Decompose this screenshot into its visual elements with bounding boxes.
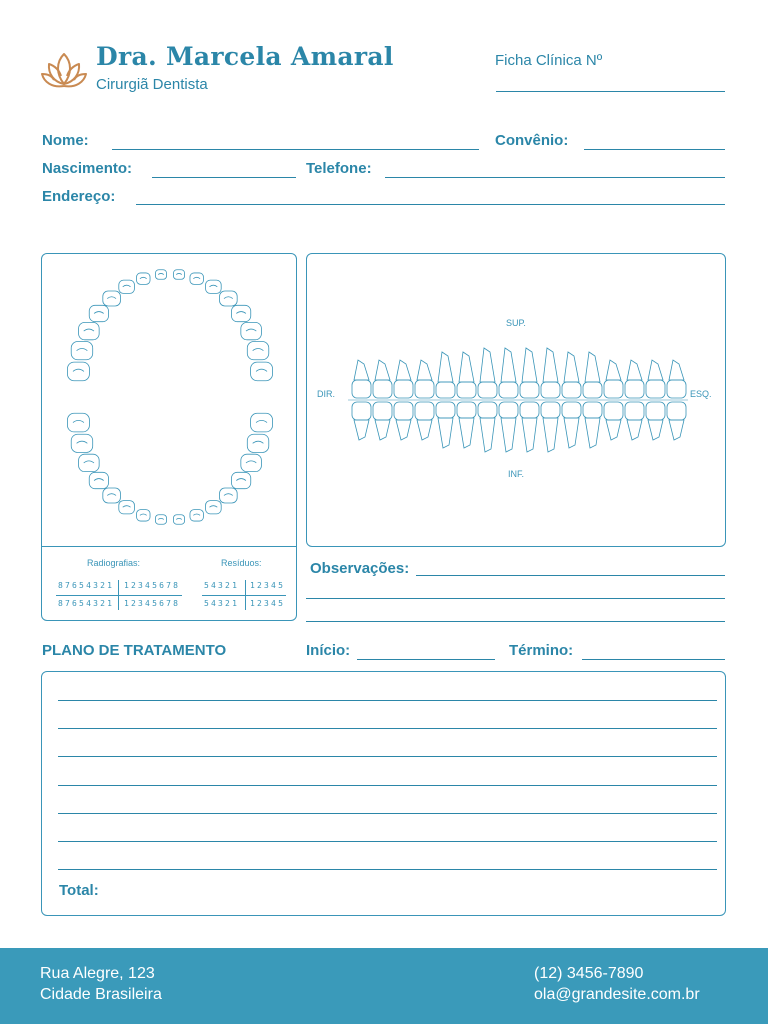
phone-label: Telefone: xyxy=(306,160,372,177)
lower-arch-tooth-groove xyxy=(94,479,104,481)
lower-tooth-crown xyxy=(373,402,392,420)
upper-tooth-root xyxy=(501,348,516,382)
upper-tooth-crown xyxy=(352,380,371,398)
upper-tooth-root xyxy=(543,348,558,382)
lower-arch-tooth-groove xyxy=(107,494,116,496)
upper-tooth-root xyxy=(585,352,600,382)
lower-tooth-root xyxy=(438,418,453,448)
start-field[interactable] xyxy=(357,659,495,660)
lower-arch-tooth-groove xyxy=(158,518,164,519)
treatment-line-1[interactable] xyxy=(58,700,717,701)
xray-cross xyxy=(56,580,182,610)
lower-arch-tooth xyxy=(220,488,238,503)
lower-arch-tooth xyxy=(231,472,250,488)
upper-tooth-crown xyxy=(457,382,476,398)
upper-arch-tooth xyxy=(103,291,121,306)
lower-tooth-root xyxy=(627,420,642,440)
lower-arch-tooth xyxy=(71,434,92,452)
observations-label: Observações: xyxy=(310,560,410,577)
birth-label: Nascimento: xyxy=(42,160,133,177)
lower-arch-tooth xyxy=(251,413,273,432)
upper-arch-tooth-groove xyxy=(246,329,256,331)
treatment-line-6[interactable] xyxy=(58,841,717,842)
upper-arch-tooth xyxy=(190,273,203,284)
lower-arch-tooth xyxy=(190,510,203,521)
upper-arch-tooth-groove xyxy=(176,273,182,274)
lower-arch-tooth-groove xyxy=(224,494,233,496)
name-field[interactable] xyxy=(112,149,479,150)
birth-field[interactable] xyxy=(152,177,296,178)
lower-arch-tooth xyxy=(155,515,166,524)
address-label: Endereço: xyxy=(42,188,116,205)
lower-tooth-root xyxy=(606,420,621,440)
xray-upper-right: 87654321 xyxy=(58,581,115,590)
upper-arch-tooth xyxy=(220,291,238,306)
upper-tooth-crown xyxy=(583,382,602,398)
upper-tooth-root xyxy=(375,360,390,380)
footer-street: Rua Alegre, 123 xyxy=(40,965,155,982)
upper-arch-tooth xyxy=(119,280,135,293)
lower-tooth-root xyxy=(648,420,663,440)
lower-tooth-crown xyxy=(562,402,581,418)
lower-tooth-root xyxy=(669,420,684,440)
lower-arch-tooth xyxy=(103,488,121,503)
insurance-label: Convênio: xyxy=(495,132,569,149)
upper-label: SUP. xyxy=(506,318,526,328)
upper-arch-tooth xyxy=(137,273,150,284)
upper-tooth-crown xyxy=(499,382,518,398)
lower-arch-tooth-groove xyxy=(246,461,256,463)
upper-arch-tooth-groove xyxy=(77,349,88,351)
insurance-field[interactable] xyxy=(584,149,725,150)
residue-lower-right: 54321 xyxy=(204,599,240,608)
upper-arch-tooth xyxy=(67,362,89,381)
upper-arch-tooth-groove xyxy=(94,312,104,314)
footer-email: ola@grandesite.com.br xyxy=(534,986,700,1003)
footer xyxy=(0,948,768,1024)
lower-tooth-root xyxy=(480,418,495,452)
upper-arch-tooth xyxy=(71,342,92,360)
upper-arch-tooth-groove xyxy=(107,297,116,299)
end-label: Término: xyxy=(509,642,574,659)
phone-field[interactable] xyxy=(385,177,725,178)
upper-arch-tooth-groove xyxy=(236,312,246,314)
residue-upper-left: 12345 xyxy=(250,581,286,590)
upper-tooth-crown xyxy=(562,382,581,398)
treatment-plan-title: PLANO DE TRATAMENTO xyxy=(42,642,227,659)
upper-arch-tooth-groove xyxy=(224,297,233,299)
residue-lower-left: 12345 xyxy=(250,599,286,608)
upper-tooth-root xyxy=(606,360,621,380)
lower-tooth-crown xyxy=(499,402,518,418)
lower-arch-tooth-groove xyxy=(77,441,88,443)
lower-arch-tooth xyxy=(206,501,222,514)
upper-arch-tooth-groove xyxy=(123,285,131,287)
lower-tooth-crown xyxy=(541,402,560,418)
upper-arch-tooth-groove xyxy=(158,273,164,274)
upper-arch-tooth-groove xyxy=(140,277,147,278)
upper-tooth-root xyxy=(480,348,495,382)
upper-tooth-root xyxy=(669,360,684,380)
upper-tooth-crown xyxy=(373,380,392,398)
lower-label: INF. xyxy=(508,469,525,479)
upper-arch-tooth-groove xyxy=(209,285,217,287)
lower-arch-tooth-groove xyxy=(140,514,147,515)
upper-tooth-root xyxy=(396,360,411,380)
xray-lower-right: 87654321 xyxy=(58,599,115,608)
lower-tooth-crown xyxy=(394,402,413,420)
upper-arch-tooth xyxy=(155,270,166,279)
upper-tooth-crown xyxy=(625,380,644,398)
lower-tooth-crown xyxy=(478,402,497,418)
upper-tooth-root xyxy=(627,360,642,380)
lower-tooth-crown xyxy=(604,402,623,420)
upper-tooth-crown xyxy=(520,382,539,398)
lower-arch-tooth xyxy=(67,413,89,432)
lower-tooth-crown xyxy=(415,402,434,420)
lower-tooth-crown xyxy=(646,402,665,420)
upper-tooth-crown xyxy=(541,382,560,398)
lower-arch-tooth xyxy=(79,454,100,471)
lower-arch-tooth-groove xyxy=(209,506,217,508)
upper-tooth-crown xyxy=(436,382,455,398)
upper-tooth-crown xyxy=(604,380,623,398)
lower-arch-tooth-groove xyxy=(193,514,200,515)
panel-divider xyxy=(42,546,296,547)
upper-arch-tooth xyxy=(231,305,250,321)
lower-arch-tooth-groove xyxy=(123,506,131,508)
total-label: Total: xyxy=(59,882,99,899)
upper-arch-tooth xyxy=(241,322,262,339)
observations-line-3[interactable] xyxy=(306,621,725,622)
upper-arch-tooth-groove xyxy=(193,277,200,278)
file-number-field[interactable] xyxy=(496,91,725,92)
upper-tooth-root xyxy=(417,360,432,380)
teeth-diagram xyxy=(348,338,688,462)
upper-tooth-crown xyxy=(394,380,413,398)
upper-tooth-root xyxy=(459,352,474,382)
lower-arch-tooth xyxy=(89,472,108,488)
upper-arch-tooth-groove xyxy=(84,329,94,331)
lower-tooth-root xyxy=(396,420,411,440)
lower-tooth-crown xyxy=(583,402,602,418)
lower-arch-tooth-groove xyxy=(256,420,267,422)
treatment-line-5[interactable] xyxy=(58,813,717,814)
lower-tooth-root xyxy=(459,418,474,448)
upper-tooth-root xyxy=(648,360,663,380)
upper-arch-tooth xyxy=(251,362,273,381)
footer-city: Cidade Brasileira xyxy=(40,986,162,1003)
footer-phone: (12) 3456-7890 xyxy=(534,965,644,982)
lower-arch-tooth xyxy=(241,454,262,471)
address-field[interactable] xyxy=(136,204,725,205)
left-side-label: ESQ. xyxy=(690,389,712,399)
file-number-label: Ficha Clínica Nº xyxy=(495,52,603,69)
right-side-label: DIR. xyxy=(317,389,335,399)
upper-arch-tooth xyxy=(79,322,100,339)
upper-tooth-crown xyxy=(646,380,665,398)
upper-arch-tooth xyxy=(89,305,108,321)
lower-tooth-root xyxy=(417,420,432,440)
upper-tooth-root xyxy=(354,360,369,380)
lower-arch-tooth xyxy=(119,501,135,514)
upper-tooth-root xyxy=(438,352,453,382)
lower-tooth-root xyxy=(585,418,600,448)
lower-tooth-crown xyxy=(625,402,644,420)
xray-lower-left: 12345678 xyxy=(124,599,181,608)
residue-label: Resíduos: xyxy=(221,558,262,568)
treatment-line-3[interactable] xyxy=(58,756,717,757)
treatment-plan-box xyxy=(41,671,726,916)
lower-arch-tooth-groove xyxy=(73,420,84,422)
xray-label: Radiografias: xyxy=(87,558,141,568)
upper-arch-tooth-groove xyxy=(256,369,267,371)
residue-cross xyxy=(202,580,286,610)
observations-line-1[interactable] xyxy=(416,575,725,576)
lower-tooth-root xyxy=(522,418,537,452)
lower-arch-tooth-groove xyxy=(236,479,246,481)
upper-tooth-root xyxy=(522,348,537,382)
lower-arch-tooth xyxy=(247,434,268,452)
lower-tooth-root xyxy=(354,420,369,440)
logo-icon xyxy=(40,48,88,94)
doctor-name: Dra. Marcela Amaral xyxy=(96,42,394,71)
name-label: Nome: xyxy=(42,132,89,149)
lower-arch-tooth xyxy=(137,510,150,521)
xray-upper-left: 12345678 xyxy=(124,581,181,590)
upper-arch-tooth-groove xyxy=(253,349,264,351)
upper-arch-tooth xyxy=(206,280,222,293)
upper-tooth-crown xyxy=(415,380,434,398)
upper-tooth-crown xyxy=(478,382,497,398)
start-label: Início: xyxy=(306,642,351,659)
lower-arch-tooth-groove xyxy=(253,441,264,443)
upper-arch-tooth xyxy=(247,342,268,360)
lower-tooth-crown xyxy=(520,402,539,418)
end-field[interactable] xyxy=(582,659,725,660)
treatment-line-4[interactable] xyxy=(58,785,717,786)
lower-arch-tooth xyxy=(173,515,184,524)
lower-tooth-crown xyxy=(352,402,371,420)
lower-tooth-root xyxy=(543,418,558,452)
treatment-line-2[interactable] xyxy=(58,728,717,729)
upper-tooth-crown xyxy=(667,380,686,398)
dental-arch-diagram xyxy=(60,262,280,538)
lower-arch-tooth-groove xyxy=(176,518,182,519)
lower-tooth-root xyxy=(501,418,516,452)
upper-arch-tooth xyxy=(173,270,184,279)
lower-tooth-crown xyxy=(436,402,455,418)
lower-arch-tooth-groove xyxy=(84,461,94,463)
lower-tooth-crown xyxy=(457,402,476,418)
observations-line-2[interactable] xyxy=(306,598,725,599)
upper-tooth-root xyxy=(564,352,579,382)
lower-tooth-root xyxy=(375,420,390,440)
residue-upper-right: 54321 xyxy=(204,581,240,590)
upper-arch-tooth-groove xyxy=(73,369,84,371)
lower-tooth-crown xyxy=(667,402,686,420)
treatment-line-7[interactable] xyxy=(58,869,717,870)
lower-tooth-root xyxy=(564,418,579,448)
doctor-role: Cirurgiã Dentista xyxy=(96,76,208,93)
